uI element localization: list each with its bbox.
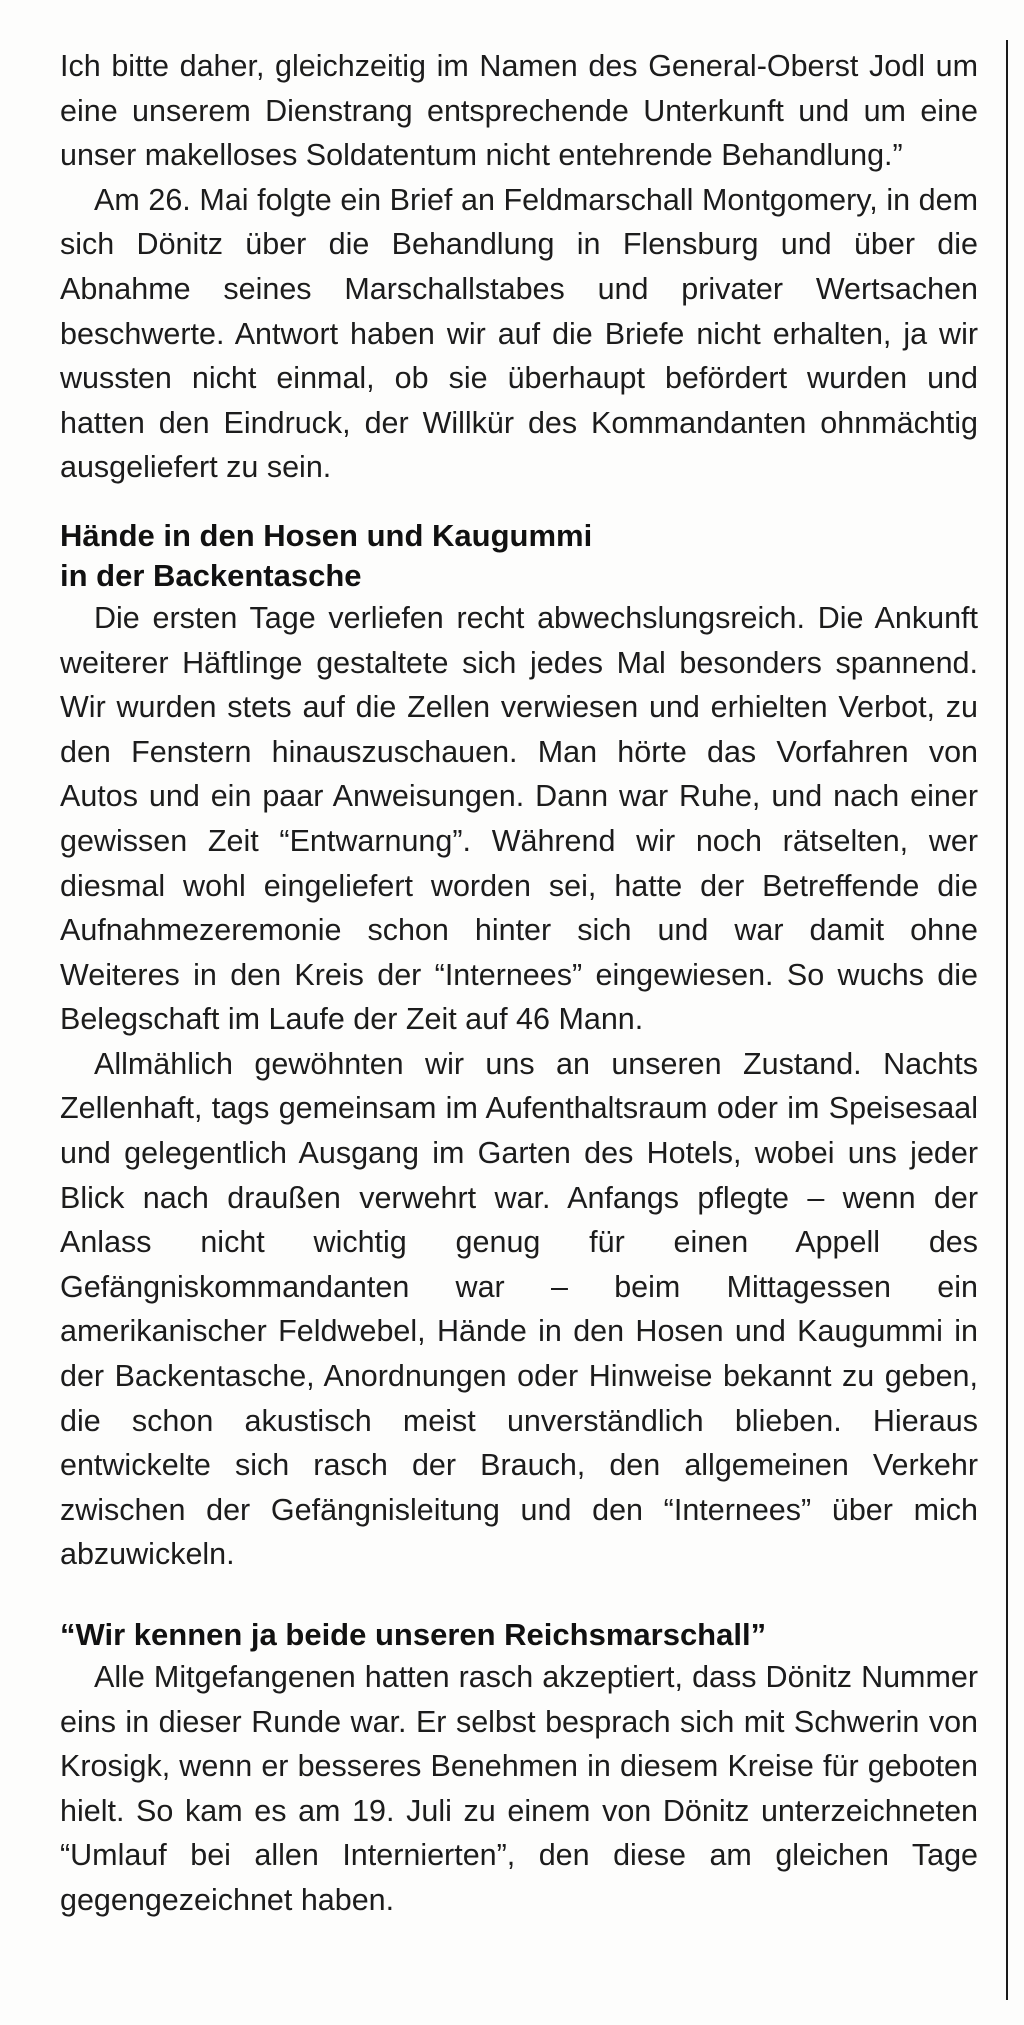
- spacer: [60, 490, 978, 516]
- text-column: [60, 44, 978, 1923]
- section-1-heading: [60, 516, 978, 596]
- section-1-heading-line-1: Hände in den Hosen und Kaugummi: [60, 517, 593, 553]
- column-divider-rule: [1006, 40, 1008, 2000]
- section-1-paragraph-2: Allmählich gewöhnten wir uns an unseren Zustand. Nachts Zellenhaft, tags gemeinsam im Aufenthaltsraum oder im Speisesaal und gelegentlich Ausgang im Garten des Hotels, wobei uns jeder Blick nach draußen verwehrt war. Anfangs pflegte – wenn der Anlass nicht wichtig genug für einen Appell des Gefängniskommandanten war – beim Mittagessen ein amerikanischer Feldwebel, Hände in den Hosen und Kaugummi in der Backentasche, Anordnungen oder Hinweise bekannt zu geben, die schon akustisch meist unverständlich blieben. Hieraus entwickelte sich rasch der Brauch, den allgemeinen Verkehr zwischen der Gefängnisleitung und den “Internees” über mich abzuwickeln.: [60, 1046, 978, 1572]
- intro-paragraph-2: Am 26. Mai folgte ein Brief an Feldmarschall Montgomery, in dem sich Dönitz über die Behandlung in Flensburg und über die Abnahme seines Marschallstabes und privater Wertsachen beschwerte. Antwort haben wir auf die Briefe nicht erhalten, ja wir wussten nicht einmal, ob sie überhaupt befördert wurden und hatten den Eindruck, der Willkür des Kommandanten ohnmächtig ausgeliefert zu sein.: [60, 182, 978, 485]
- section-1-paragraph-1: Die ersten Tage verliefen recht abwechslungsreich. Die Ankunft weiterer Häftlinge gestaltete sich jedes Mal besonders spannend. Wir wurden stets auf die Zellen verwiesen und erhielten Verbot, zu den Fenstern hinauszuschauen. Man hörte das Vorfahren von Autos und ein paar Anweisungen. Dann war Ruhe, und nach einer gewissen Zeit “Entwarnung”. Während wir noch rätselten, wer diesmal wohl eingeliefert worden sei, hatte der Betreffende die Aufnahmezeremonie schon hinter sich und war damit ohne Weiteres in den Kreis der “Internees” eingewiesen. So wuchs die Belegschaft im Laufe der Zeit auf 46 Mann.: [60, 600, 978, 1037]
- spacer: [60, 1577, 978, 1615]
- section-2-heading: “Wir kennen ja beide unseren Reichsmarschall”: [60, 1617, 767, 1652]
- intro-paragraph-1: Ich bitte daher, gleichzeitig im Namen des General-Oberst Jodl um eine unserem Dienstrang entsprechende Unterkunft und um eine unser makelloses Soldatentum nicht entehrende Behandlung.”: [60, 49, 978, 173]
- section-2-paragraph-1: Alle Mitgefangenen hatten rasch akzeptiert, dass Dönitz Nummer eins in dieser Runde war. Er selbst besprach sich mit Schwerin von Krosigk, wenn er besseres Benehmen in diesem Kreise für geboten hielt. So kam es am 19. Juli zu einem von Dönitz unterzeichneten “Umlauf bei allen Internierten”, den diese am gleichen Tage gegengezeichnet haben.: [60, 1660, 978, 1917]
- section-1-heading-line-2: in der Backentasche: [60, 557, 362, 593]
